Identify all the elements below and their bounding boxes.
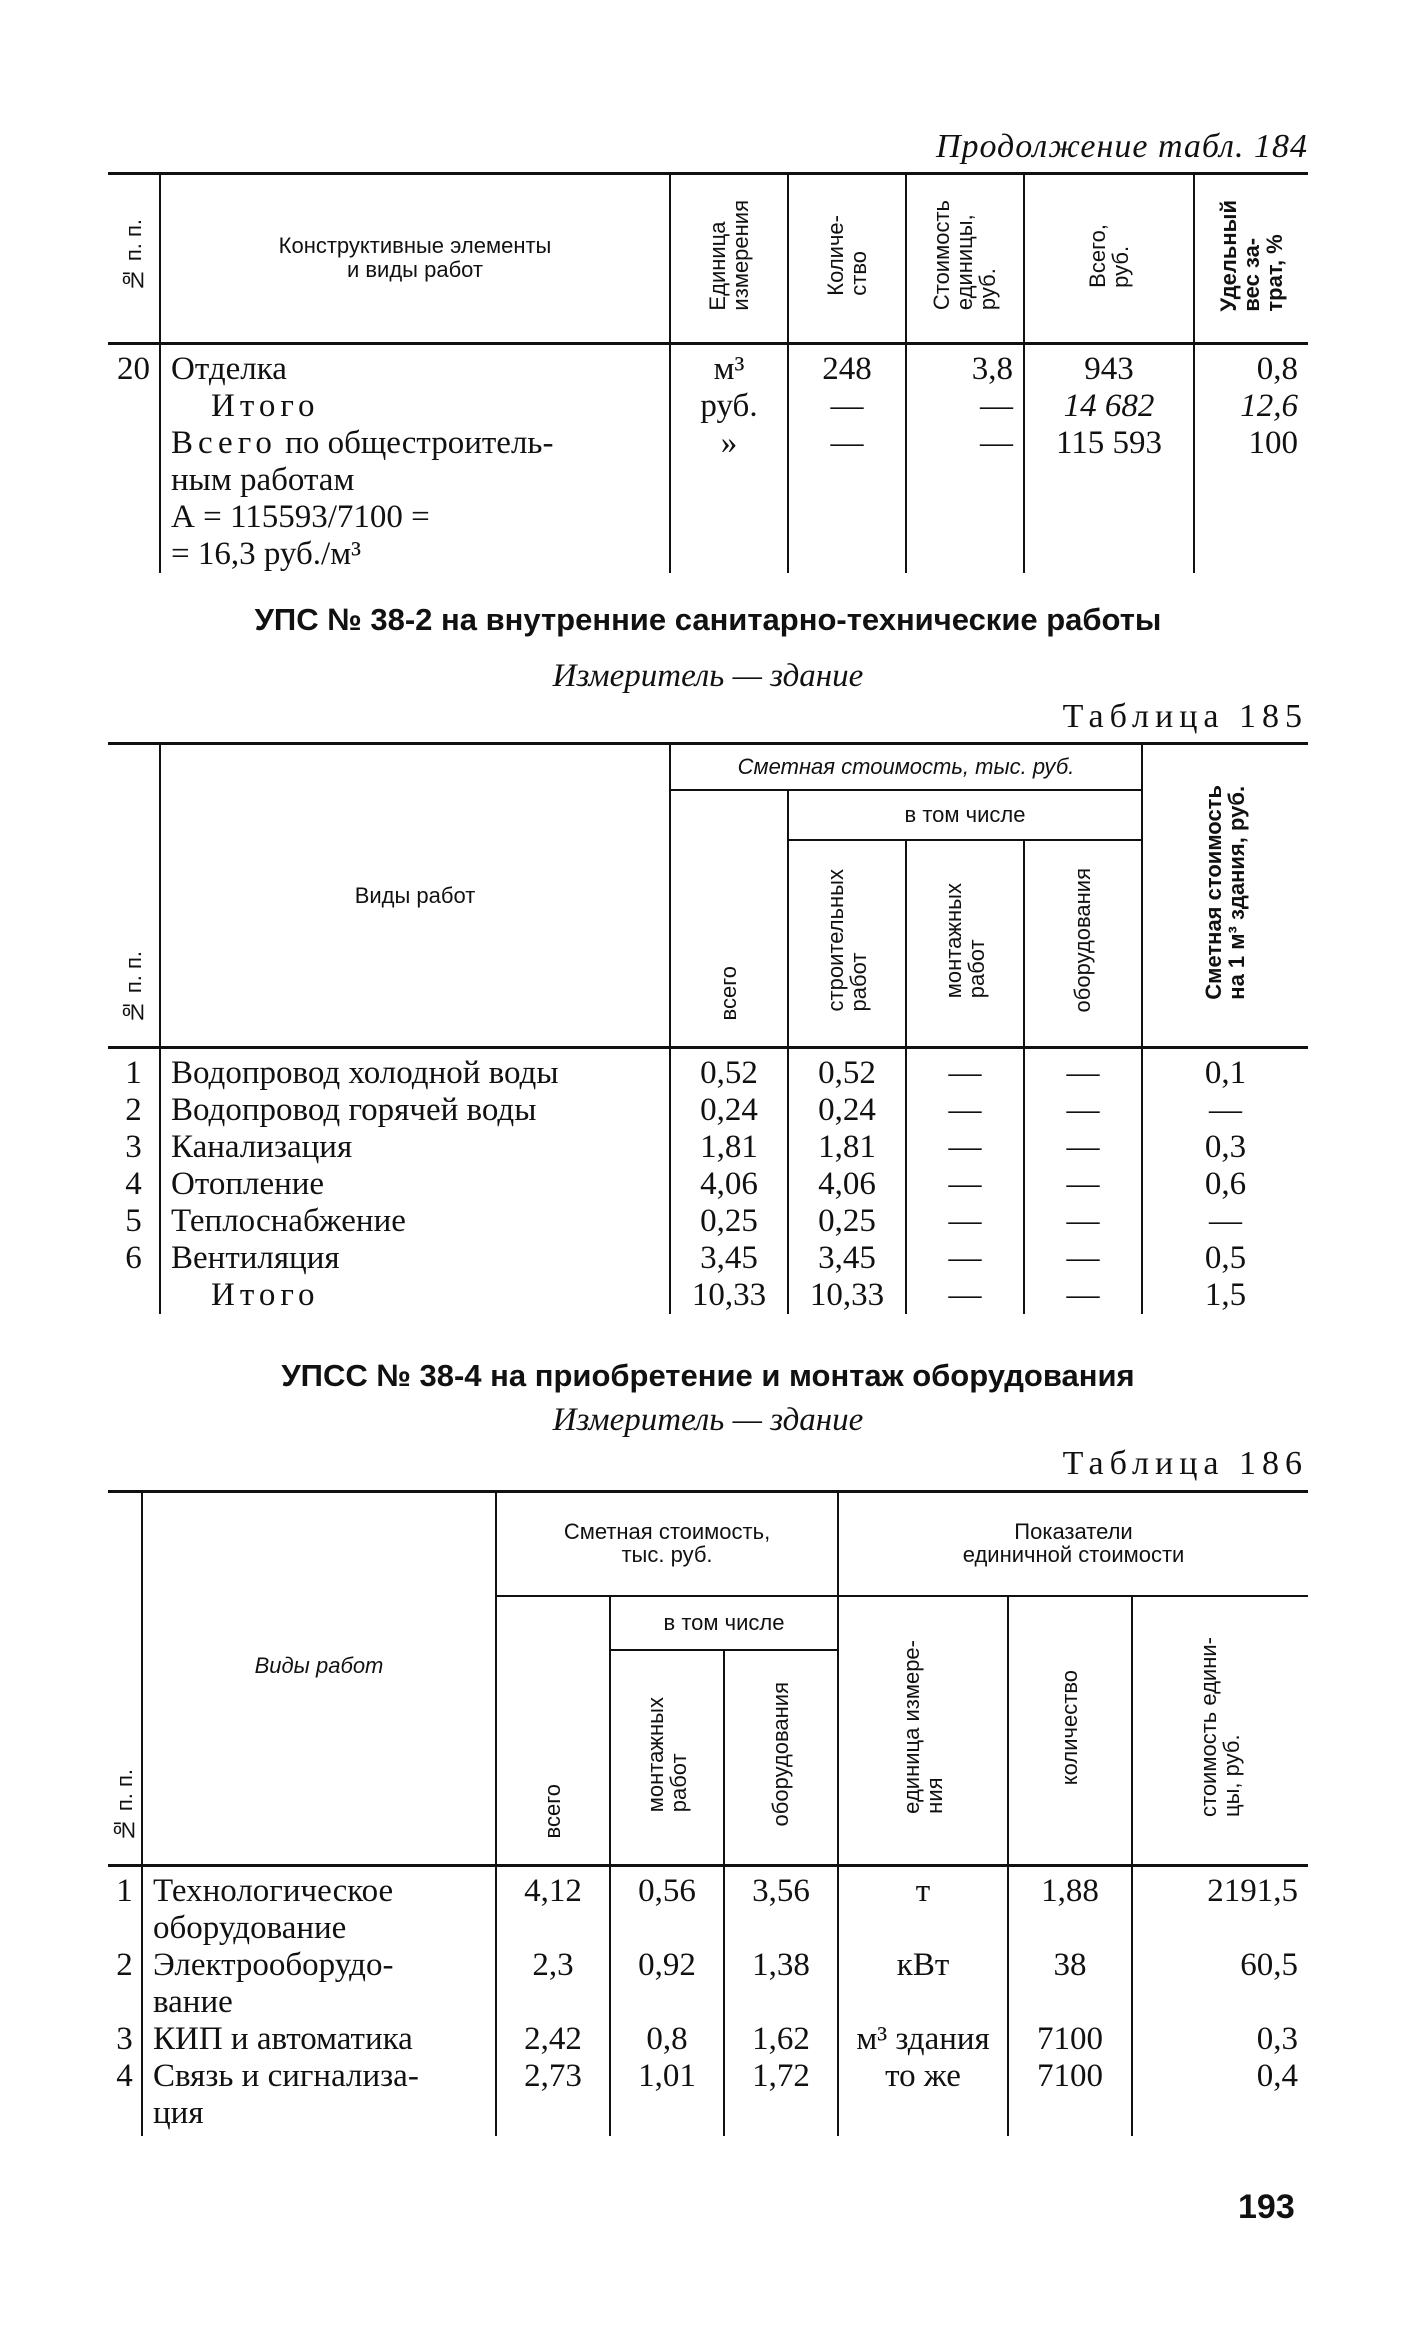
header-share: Удельный вес за- трат, % xyxy=(1194,174,1308,344)
per-m3-value: — xyxy=(1209,1092,1243,1128)
installation-value: — xyxy=(948,1277,982,1313)
line-qty: 248 xyxy=(822,351,872,387)
table-185-label: Таблица 185 xyxy=(1062,698,1308,735)
installation-value: — xyxy=(948,1129,982,1165)
header-equipment: оборудования xyxy=(724,1650,838,1866)
per-m3-value: 0,5 xyxy=(1204,1240,1247,1276)
total-value: 4,06 xyxy=(700,1166,758,1202)
construction-column xyxy=(788,1048,906,1315)
work-name: Отопление xyxy=(171,1166,325,1202)
qty-cell xyxy=(788,344,906,574)
total-column xyxy=(496,1866,610,2137)
header-qty: количество xyxy=(1008,1596,1132,1866)
total-value: 0,25 xyxy=(700,1203,758,1239)
line-qty: — xyxy=(830,425,864,461)
installation-value: — xyxy=(948,1203,982,1239)
header-estimated: Сметная стоимость, тыс. руб. xyxy=(670,744,1142,790)
header-installation: монтажных работ xyxy=(610,1650,724,1866)
installation-value: 0,56 xyxy=(638,1873,696,1909)
equipment-value: — xyxy=(1066,1277,1100,1313)
header-qty: Количе- ство xyxy=(788,174,906,344)
unit-value: кВт xyxy=(896,1947,950,1983)
line-name-rest: по общестроитель- xyxy=(285,425,554,461)
line-total: 115 593 xyxy=(1055,425,1163,461)
unit-cost-value: 2191,5 xyxy=(1207,1873,1299,1909)
heading-186: УПСС № 38-4 на приобретение и монтаж оборудования xyxy=(281,1358,1135,1393)
equipment-value: — xyxy=(1066,1055,1100,1091)
total-value: 0,24 xyxy=(700,1092,758,1128)
unit-cost-value: 0,3 xyxy=(1256,2021,1299,2057)
line-total: 14 682 xyxy=(1063,388,1155,424)
work-name: Технологическое xyxy=(153,1873,394,1909)
row-number: 5 xyxy=(125,1203,142,1239)
header-including: в том числе xyxy=(610,1596,838,1650)
row-number: 4 xyxy=(116,2058,133,2094)
table-185 xyxy=(108,742,1308,1314)
work-name-cont: оборудование xyxy=(153,1910,347,1946)
installation-column xyxy=(906,1048,1024,1315)
work-name: Канализация xyxy=(171,1129,353,1165)
construction-value: 4,06 xyxy=(818,1166,876,1202)
row-number: 3 xyxy=(116,2021,133,2057)
line-share: 0,8 xyxy=(1256,351,1298,387)
unit-value: т xyxy=(915,1873,931,1909)
work-name: Вентиляция xyxy=(171,1240,340,1276)
line-unit-cost: 3,8 xyxy=(971,351,1013,387)
table-184 xyxy=(108,172,1308,573)
table-186 xyxy=(108,1490,1308,2136)
qty-value: 1,88 xyxy=(1041,1873,1099,1909)
measure-186: Измеритель — здание xyxy=(552,1402,864,1438)
line-unit-cost: — xyxy=(980,425,1013,461)
header-including: в том числе xyxy=(788,790,1142,840)
unit-cost-value: 0,4 xyxy=(1256,2058,1299,2094)
equipment-value: 1,62 xyxy=(752,2021,810,2057)
installation-value: — xyxy=(948,1166,982,1202)
header-construction: строительных работ xyxy=(788,840,906,1048)
header-num: № п. п. xyxy=(108,174,160,344)
row-number: 6 xyxy=(125,1240,142,1276)
installation-value: — xyxy=(948,1055,982,1091)
unit-value: м³ здания xyxy=(856,2021,990,2057)
total-value: 1,81 xyxy=(700,1129,758,1165)
work-name: Связь и сигнализа- xyxy=(153,2058,419,2094)
line-name: А = 115593/7100 = xyxy=(171,499,430,535)
line-unit: руб. xyxy=(700,388,758,424)
header-equipment: оборудования xyxy=(1024,840,1142,1048)
header-elements: Конструктивные элементы и виды работ xyxy=(160,174,670,344)
equipment-value: 1,72 xyxy=(752,2058,810,2094)
share-cell xyxy=(1194,344,1308,574)
line-name-spaced: Всего xyxy=(171,425,277,461)
construction-value: 1,81 xyxy=(818,1129,876,1165)
installation-value: 0,92 xyxy=(638,1947,696,1983)
num-column xyxy=(108,1048,160,1315)
continuation-title: Продолжение табл. 184 xyxy=(935,128,1308,165)
row-number: 1 xyxy=(116,1873,133,1909)
total-cell xyxy=(1024,344,1194,574)
qty-value: 7100 xyxy=(1037,2058,1104,2094)
construction-value: 0,24 xyxy=(818,1092,876,1128)
header-num: № п. п. xyxy=(108,744,160,1048)
per-m3-column xyxy=(1142,1048,1308,1315)
header-unit-cost: стоимость едини- цы, руб. xyxy=(1132,1596,1308,1866)
total-value: 2,3 xyxy=(532,1947,574,1983)
header-unit: единица измере- ния xyxy=(838,1596,1008,1866)
work-name: Водопровод горячей воды xyxy=(171,1092,537,1128)
total-value: 0,52 xyxy=(700,1055,758,1091)
qty-column xyxy=(1008,1866,1132,2137)
line-name: Отделка xyxy=(171,351,287,387)
row-number: 4 xyxy=(125,1166,142,1202)
line-total: 943 xyxy=(1084,351,1134,387)
construction-value: 10,33 xyxy=(809,1277,885,1313)
equipment-value: — xyxy=(1066,1240,1100,1276)
line-share: 12,6 xyxy=(1240,388,1298,424)
header-works: Виды работ xyxy=(160,744,670,1048)
unit-column xyxy=(838,1866,1008,2137)
header-total: Всего, руб. xyxy=(1024,174,1194,344)
equipment-value: — xyxy=(1066,1129,1100,1165)
header-unit-cost: Стоимость единицы, руб. xyxy=(906,174,1024,344)
equipment-value: — xyxy=(1066,1166,1100,1202)
qty-value: 7100 xyxy=(1037,2021,1104,2057)
equipment-value: — xyxy=(1066,1203,1100,1239)
measure-185: Измеритель — здание xyxy=(552,658,864,694)
total-value: 2,73 xyxy=(524,2058,582,2094)
line-name: = 16,3 руб./м³ xyxy=(171,536,361,572)
header-total: всего xyxy=(670,790,788,1048)
header-estimated: Сметная стоимость, тыс. руб. xyxy=(496,1492,838,1596)
heading-185: УПС № 38-2 на внутренние санитарно-технические работы xyxy=(254,602,1162,637)
line-unit: м³ xyxy=(713,351,745,387)
header-per-m3: Сметная стоимость на 1 м³ здания, руб. xyxy=(1142,744,1308,1048)
row-number: 1 xyxy=(125,1055,142,1091)
equipment-value: 1,38 xyxy=(752,1947,810,1983)
installation-value: 0,8 xyxy=(646,2021,688,2057)
per-m3-value: 0,6 xyxy=(1204,1166,1247,1202)
installation-value: 1,01 xyxy=(638,2058,696,2094)
num-column xyxy=(108,1866,142,2137)
work-name-cont: вание xyxy=(153,1984,233,2020)
per-m3-value: — xyxy=(1209,1203,1243,1239)
row-number: 20 xyxy=(117,351,150,387)
work-name: Водопровод холодной воды xyxy=(171,1055,559,1091)
line-name: Итого xyxy=(211,388,320,424)
installation-column xyxy=(610,1866,724,2137)
page-number: 193 xyxy=(1238,2188,1295,2226)
line-qty: — xyxy=(830,388,864,424)
installation-value: — xyxy=(948,1240,982,1276)
line-name xyxy=(171,425,669,462)
per-m3-value: 0,3 xyxy=(1204,1129,1247,1165)
elements-cell xyxy=(160,344,670,574)
row-number: 2 xyxy=(116,1947,133,1983)
table-186-label: Таблица 186 xyxy=(1062,1445,1308,1482)
total-value: 2,42 xyxy=(524,2021,582,2057)
qty-value: 38 xyxy=(1053,1947,1087,1983)
total-column xyxy=(670,1048,788,1315)
construction-value: 0,25 xyxy=(818,1203,876,1239)
header-num: № п. п. xyxy=(108,1492,142,1866)
header-works: Виды работ xyxy=(142,1492,496,1866)
line-unit: » xyxy=(720,425,738,461)
per-m3-value: 0,1 xyxy=(1204,1055,1247,1091)
equipment-column xyxy=(724,1866,838,2137)
unit-cell xyxy=(670,344,788,574)
construction-value: 0,52 xyxy=(818,1055,876,1091)
total-value: 4,12 xyxy=(524,1873,582,1909)
works-column xyxy=(160,1048,670,1315)
per-m3-value: 1,5 xyxy=(1204,1277,1247,1313)
header-indicators: Показатели единичной стоимости xyxy=(838,1492,1308,1596)
row-number: 2 xyxy=(125,1092,142,1128)
header-installation: монтажных работ xyxy=(906,840,1024,1048)
unit-value: то же xyxy=(885,2058,961,2094)
row-number: 3 xyxy=(125,1129,142,1165)
unit-cost-column xyxy=(1132,1866,1308,2137)
line-name: ным работам xyxy=(171,462,355,498)
total-value: 10,33 xyxy=(691,1277,767,1313)
line-unit-cost: — xyxy=(980,388,1013,424)
header-total: всего xyxy=(496,1596,610,1866)
work-name-total: Итого xyxy=(211,1277,320,1313)
unit-cost-value: 60,5 xyxy=(1240,1947,1299,1983)
work-name-cont: ция xyxy=(153,2095,204,2131)
equipment-value: — xyxy=(1066,1092,1100,1128)
construction-value: 3,45 xyxy=(818,1240,876,1276)
equipment-value: 3,56 xyxy=(752,1873,810,1909)
work-name: Теплоснабжение xyxy=(171,1203,406,1239)
total-value: 3,45 xyxy=(700,1240,758,1276)
line-share: 100 xyxy=(1248,425,1298,461)
installation-value: — xyxy=(948,1092,982,1128)
works-column xyxy=(142,1866,496,2137)
equipment-column xyxy=(1024,1048,1142,1315)
work-name: КИП и автоматика xyxy=(153,2021,413,2057)
header-unit: Единица измерения xyxy=(670,174,788,344)
work-name: Электрооборудо- xyxy=(153,1947,394,1983)
unit-cost-cell xyxy=(906,344,1024,574)
